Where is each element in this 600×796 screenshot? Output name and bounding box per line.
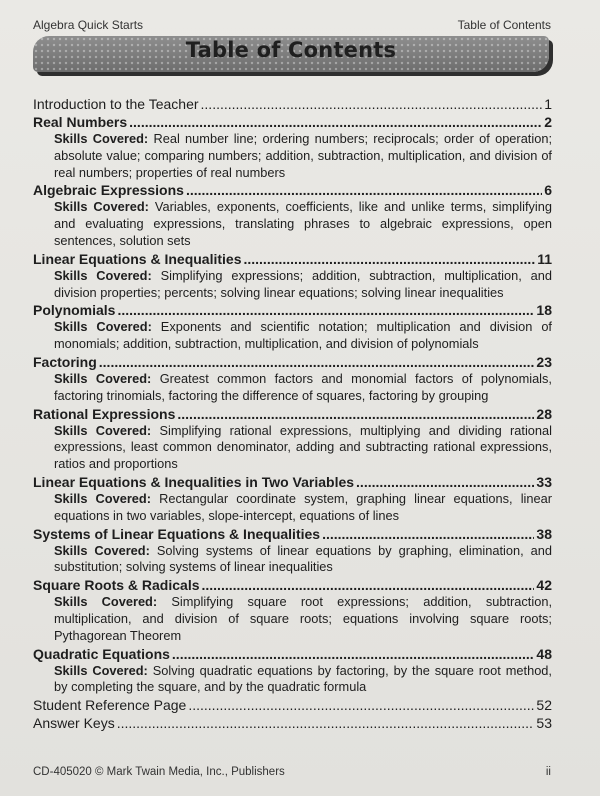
skills-text: Exponents and scientific notation; multiplication and division of monomials; addition, subtraction, multiplication, and division of polynomials (54, 319, 552, 352)
chapter-page-number: 42 (536, 577, 552, 594)
chapter-title: Square Roots & Radicals (33, 577, 200, 594)
dot-leader (201, 95, 543, 113)
dot-leader (243, 250, 535, 268)
toc-chapter-algebraic-expressions (33, 181, 552, 249)
toc-entry-title: Introduction to the Teacher (33, 96, 199, 112)
title-banner (33, 36, 549, 72)
toc-chapter-quadratic-equations (33, 645, 552, 697)
chapter-title: Systems of Linear Equations & Inequalities (33, 525, 321, 542)
toc-chapter-linear-equations (33, 250, 552, 302)
toc-line (33, 405, 552, 423)
chapter-page-number: 33 (536, 473, 552, 490)
footer-page-number: ii (545, 766, 551, 778)
skills-label: Skills Covered: (54, 199, 149, 215)
dot-leader (177, 405, 534, 423)
chapter-title: Factoring (33, 353, 97, 370)
skills-text: Solving quadratic equations by factoring, by the square root method, by completing the square, and by the quadratic formula (54, 662, 552, 695)
toc-line (33, 301, 552, 319)
skills-covered (54, 663, 552, 697)
toc-page-number: 53 (536, 715, 552, 732)
dot-leader (129, 113, 542, 131)
chapter-title: Real Numbers (33, 114, 128, 130)
toc-line (33, 181, 552, 199)
toc-line (33, 473, 552, 491)
skills-covered (54, 594, 552, 644)
header-book-title: Algebra Quick Starts (33, 18, 144, 32)
skills-covered (54, 371, 552, 405)
footer-copyright: CD-405020 © Mark Twain Media, Inc., Publishers (33, 766, 285, 778)
toc-chapter-polynomials (33, 301, 552, 353)
skills-covered (54, 199, 552, 249)
header-section-title: Table of Contents (457, 18, 551, 32)
toc-line (33, 353, 552, 371)
skills-text: Simplifying expressions; addition, subtraction, multiplication, and division properties; percents; solving linear equations; solving linear inequalities (54, 267, 552, 300)
skills-label: Skills Covered: (54, 594, 158, 610)
skills-text: Greatest common factors and monomial factors of polynomials, factoring trinomials, factoring the difference of squares, factoring by grouping (54, 370, 552, 403)
toc-line (33, 576, 552, 594)
chapter-title: Quadratic Equations (33, 645, 170, 662)
dot-leader (186, 181, 542, 199)
skills-label: Skills Covered: (54, 662, 148, 678)
skills-text: Rectangular coordinate system, graphing linear equations, linear equations in two variables, slope-intercept, equations of lines (54, 490, 552, 523)
toc-line (33, 95, 552, 113)
toc-line (33, 696, 552, 714)
toc-chapter-square-roots (33, 576, 552, 644)
toc-line (33, 250, 552, 268)
toc-line (33, 714, 552, 732)
toc-entry-title: Answer Keys (33, 715, 115, 732)
toc-chapter-rational-expressions (33, 405, 552, 473)
page-title: Table of Contents (185, 38, 397, 62)
skills-label: Skills Covered: (54, 370, 152, 386)
chapter-page-number: 38 (536, 525, 552, 542)
toc-chapter-two-variables (33, 473, 552, 525)
dot-leader (117, 301, 534, 319)
dot-leader (117, 714, 535, 732)
dot-leader (188, 696, 534, 714)
chapter-title: Linear Equations & Inequalities in Two Variables (33, 473, 355, 490)
toc-entry-intro (33, 95, 552, 113)
chapter-page-number: 11 (537, 250, 552, 267)
skills-text: Solving systems of linear equations by graphing, elimination, and substitution; solving systems of linear inequalities (54, 542, 552, 575)
toc-entry-answer-keys (33, 714, 552, 732)
skills-label: Skills Covered: (54, 131, 149, 146)
chapter-title: Algebraic Expressions (33, 182, 184, 199)
toc-chapter-systems (33, 525, 552, 577)
toc-entry-title: Student Reference Page (33, 697, 187, 714)
dot-leader (99, 353, 535, 371)
toc-page-number: 1 (544, 96, 552, 112)
skills-covered (54, 423, 552, 473)
skills-covered (54, 268, 552, 302)
skills-label: Skills Covered: (54, 267, 152, 283)
skills-label: Skills Covered: (54, 542, 150, 558)
skills-label: Skills Covered: (54, 319, 152, 335)
skills-text: Variables, exponents, coefficients, like and unlike terms, simplifying and evaluating expressions, translating phrases to algebraic expressions, open sentences, solution sets (54, 199, 552, 248)
toc-entry-student-reference (33, 696, 552, 714)
skills-covered (54, 131, 552, 181)
chapter-title: Polynomials (33, 302, 116, 319)
skills-covered (54, 319, 552, 353)
dot-leader (172, 645, 535, 663)
toc-line (33, 113, 552, 131)
toc-page-number: 52 (536, 697, 552, 714)
running-header (33, 18, 551, 32)
chapter-page-number: 2 (544, 114, 552, 130)
toc-line (33, 525, 552, 543)
dot-leader (202, 576, 535, 594)
chapter-page-number: 48 (536, 645, 552, 662)
skills-label: Skills Covered: (54, 422, 152, 438)
chapter-page-number: 6 (544, 182, 552, 199)
skills-label: Skills Covered: (54, 490, 151, 506)
running-footer (33, 766, 551, 778)
chapter-page-number: 18 (536, 302, 552, 319)
chapter-title: Rational Expressions (33, 405, 176, 422)
skills-covered (54, 543, 552, 577)
table-of-contents (33, 95, 552, 732)
skills-text: Simplifying rational expressions, multiplying and dividing rational expressions, least common denominator, adding and subtracting rational expressions, ratios and proportions (54, 422, 552, 472)
skills-text: Real number line; ordering numbers; reciprocals; order of operation; absolute value; comparing numbers; addition, subtraction, multiplication, and division of real numbers; properties of real numbers (54, 131, 552, 180)
toc-chapter-factoring (33, 353, 552, 405)
chapter-title: Linear Equations & Inequalities (33, 250, 242, 267)
toc-chapter-real-numbers (33, 113, 552, 181)
toc-line (33, 645, 552, 663)
dot-leader (356, 473, 534, 491)
chapter-page-number: 28 (536, 405, 552, 422)
skills-text: Simplifying square root expressions; addition, subtraction, multiplication, and division of square roots; equations involving square roots; Pythagorean Theorem (54, 594, 552, 643)
dot-leader (322, 525, 534, 543)
skills-covered (54, 491, 552, 525)
chapter-page-number: 23 (536, 353, 552, 370)
